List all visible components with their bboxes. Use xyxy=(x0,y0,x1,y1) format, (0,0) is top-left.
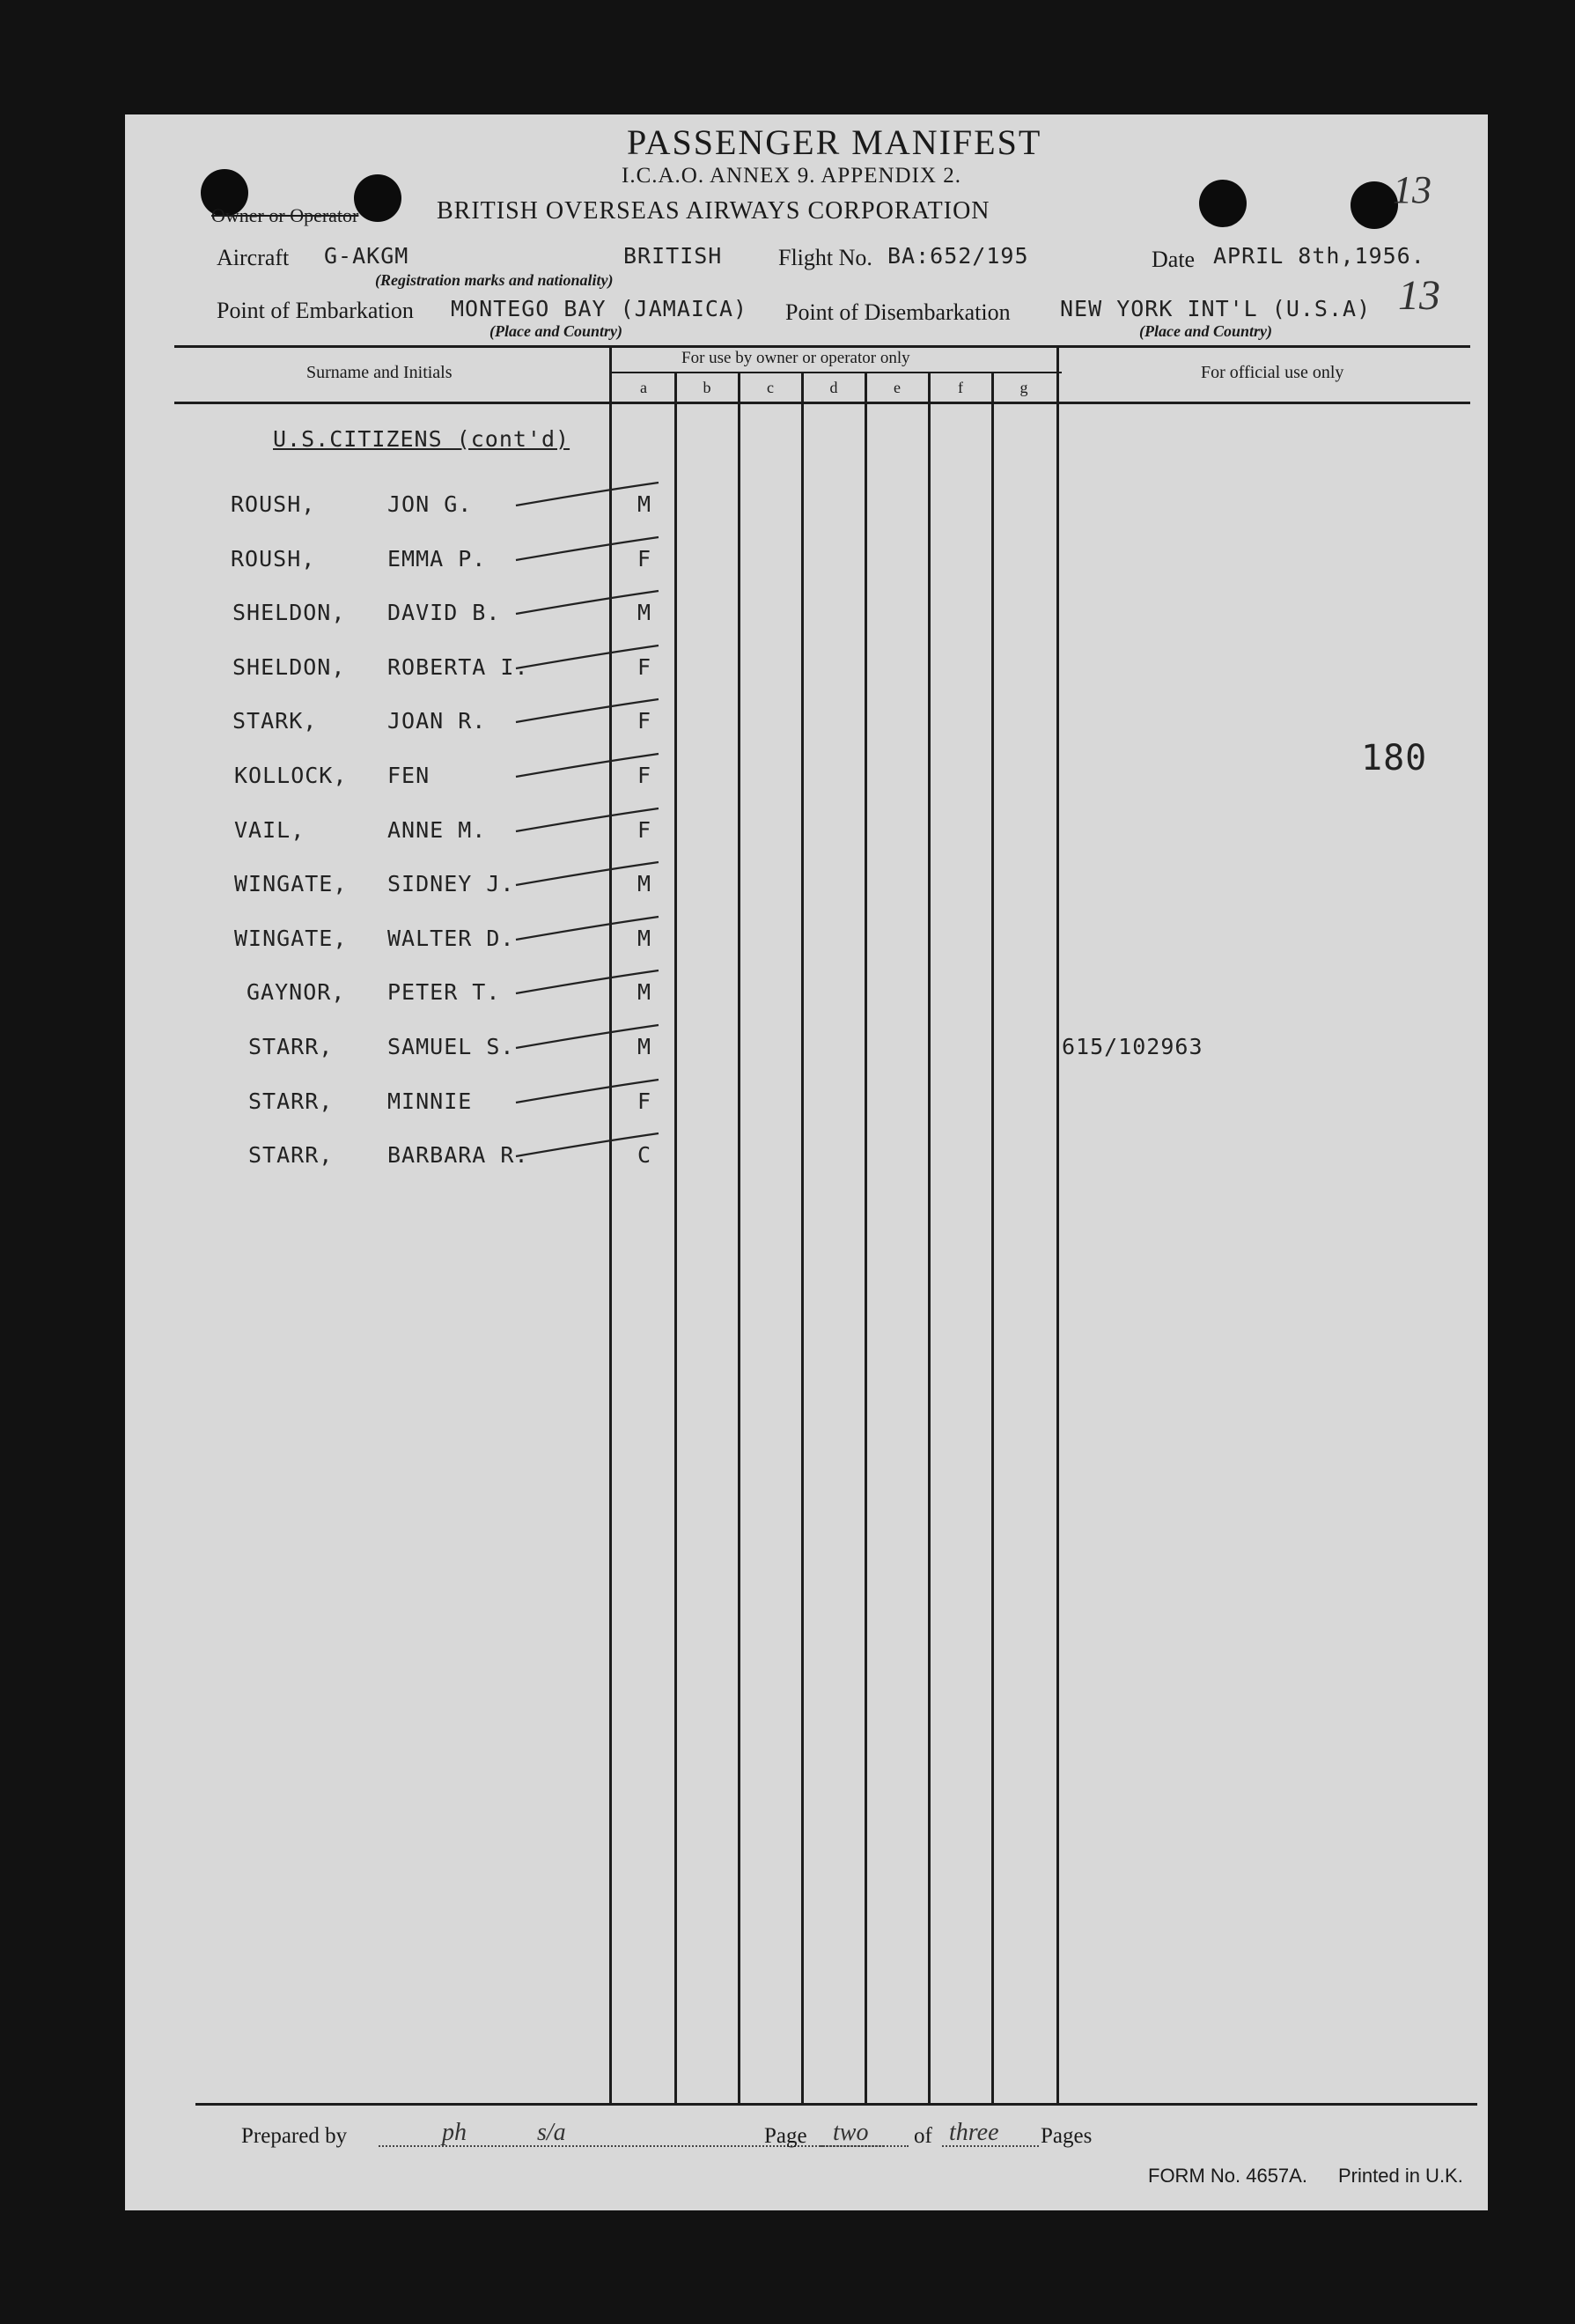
punch-hole xyxy=(354,174,401,222)
aircraft-nationality: BRITISH xyxy=(623,243,723,269)
aircraft-reg: G-AKGM xyxy=(324,243,409,269)
owner-label: Owner or Operator xyxy=(211,204,359,226)
punch-hole xyxy=(1199,180,1247,227)
col-line-a xyxy=(674,373,677,2103)
col-line-c xyxy=(801,373,804,2103)
pages-label: Pages xyxy=(1041,2124,1093,2148)
sub-column-g: g xyxy=(1019,379,1028,396)
sub-column-f: f xyxy=(958,379,963,396)
embark-value: MONTEGO BAY (JAMAICA) xyxy=(451,296,748,321)
passenger-column-a: F xyxy=(637,1088,652,1114)
embark-label: Point of Embarkation xyxy=(217,298,414,323)
prepared-label: Prepared by xyxy=(241,2124,348,2148)
disembark-label: Point of Disembarkation xyxy=(785,299,1011,325)
check-tick-stroke xyxy=(512,913,662,948)
col-header-official: For official use only xyxy=(1201,363,1344,382)
sub-column-a: a xyxy=(640,379,647,396)
aircraft-note: (Registration marks and nationality) xyxy=(375,271,614,289)
of-value: three xyxy=(949,2119,999,2146)
prepared-value-2: s/a xyxy=(537,2119,566,2146)
page-label: Page xyxy=(764,2124,807,2148)
embark-note: (Place and Country) xyxy=(489,322,622,340)
check-tick-stroke xyxy=(512,750,662,786)
passenger-given-names: ROBERTA I. xyxy=(387,653,529,680)
col-header-names: Surname and Initials xyxy=(306,363,453,382)
passenger-surname: ROUSH, xyxy=(231,545,316,572)
corner-mark-2: 13 xyxy=(1398,272,1440,319)
flight-value: BA:652/195 xyxy=(887,243,1029,269)
passenger-surname: STARR, xyxy=(248,1088,334,1114)
passenger-surname: KOLLOCK, xyxy=(234,763,348,788)
date-value: APRIL 8th,1956. xyxy=(1213,243,1425,269)
sub-column-e: e xyxy=(894,379,901,396)
sub-column-b: b xyxy=(703,379,711,396)
passenger-given-names: WALTER D. xyxy=(387,925,515,951)
passenger-given-names: SIDNEY J. xyxy=(387,871,515,897)
page-value: two xyxy=(833,2119,869,2146)
table-top-rule xyxy=(174,345,1470,348)
passenger-surname: STARR, xyxy=(248,1034,334,1059)
footer-rule xyxy=(195,2103,1477,2106)
passenger-given-names: SAMUEL S. xyxy=(387,1034,515,1059)
check-tick-stroke xyxy=(512,1130,662,1165)
check-tick-stroke xyxy=(512,479,662,514)
sub-column-d: d xyxy=(829,379,838,396)
printed-in: Printed in U.K. xyxy=(1338,2165,1463,2187)
passenger-given-names: JOAN R. xyxy=(387,708,487,734)
official-count: 180 xyxy=(1361,738,1428,778)
check-tick-stroke xyxy=(512,967,662,1002)
date-label: Date xyxy=(1152,247,1196,272)
passenger-given-names: MINNIE xyxy=(387,1088,473,1114)
col-line-official xyxy=(1056,345,1059,2103)
aircraft-label: Aircraft xyxy=(217,245,290,270)
passenger-column-a: M xyxy=(637,1034,652,1059)
passenger-column-a: F xyxy=(637,653,652,680)
check-tick-stroke xyxy=(512,642,662,677)
passenger-column-a: F xyxy=(637,763,652,788)
check-tick-stroke xyxy=(512,1022,662,1057)
passenger-surname: WINGATE, xyxy=(234,925,348,951)
owner-value: BRITISH OVERSEAS AIRWAYS CORPORATION xyxy=(437,197,990,225)
form-number: FORM No. 4657A. xyxy=(1148,2165,1307,2187)
check-tick-stroke xyxy=(512,696,662,731)
manifest-sheet xyxy=(125,114,1488,2210)
passenger-surname: WINGATE, xyxy=(234,871,348,897)
passenger-given-names: BARBARA R. xyxy=(387,1142,529,1169)
check-tick-stroke xyxy=(512,534,662,569)
passenger-column-a: C xyxy=(637,1142,652,1169)
form-title: PASSENGER MANIFEST xyxy=(627,122,1042,162)
table-header-rule xyxy=(174,402,1470,404)
passenger-column-a: F xyxy=(637,545,652,572)
passenger-surname: SHELDON, xyxy=(232,600,346,626)
passenger-given-names: PETER T. xyxy=(387,979,501,1006)
passenger-column-a: M xyxy=(637,979,652,1006)
sub-column-c: c xyxy=(767,379,774,396)
form-subtitle: I.C.A.O. ANNEX 9. APPENDIX 2. xyxy=(622,164,961,188)
passenger-column-a: M xyxy=(637,600,652,626)
passenger-given-names: EMMA P. xyxy=(387,545,487,572)
passenger-column-a: M xyxy=(637,491,652,517)
passenger-surname: GAYNOR, xyxy=(247,979,346,1006)
passenger-given-names: FEN xyxy=(387,763,431,788)
section-heading: U.S.CITIZENS (cont'd) xyxy=(273,426,570,452)
col-line-e xyxy=(928,373,931,2103)
passenger-official-note: 615/102963 xyxy=(1062,1034,1203,1059)
passenger-surname: VAIL, xyxy=(234,816,305,843)
check-tick-stroke xyxy=(512,1076,662,1111)
of-label: of xyxy=(914,2124,932,2148)
col-line-f xyxy=(991,373,994,2103)
passenger-given-names: DAVID B. xyxy=(387,600,501,626)
passenger-surname: STARR, xyxy=(248,1142,334,1169)
prepared-value-1: ph xyxy=(442,2119,467,2146)
passenger-given-names: ANNE M. xyxy=(387,816,487,843)
passenger-surname: ROUSH, xyxy=(231,491,316,517)
passenger-column-a: M xyxy=(637,871,652,897)
check-tick-stroke xyxy=(512,587,662,626)
passenger-surname: STARK, xyxy=(232,708,318,734)
corner-mark-1: 13 xyxy=(1393,168,1431,211)
passenger-column-a: F xyxy=(637,816,652,843)
check-tick-stroke xyxy=(512,805,662,840)
subcol-header-rule xyxy=(611,372,1062,373)
punch-hole xyxy=(1351,181,1398,229)
passenger-column-a: M xyxy=(637,925,652,951)
passenger-given-names: JON G. xyxy=(387,491,473,517)
disembark-value: NEW YORK INT'L (U.S.A) xyxy=(1060,296,1372,321)
passenger-column-a: F xyxy=(637,708,652,734)
col-line-d xyxy=(865,373,867,2103)
passenger-surname: SHELDON, xyxy=(232,653,346,680)
check-tick-stroke xyxy=(512,859,662,897)
col-header-owner: For use by owner or operator only xyxy=(681,349,910,367)
col-line-b xyxy=(738,373,740,2103)
disembark-note: (Place and Country) xyxy=(1139,322,1272,340)
flight-label: Flight No. xyxy=(778,245,872,270)
